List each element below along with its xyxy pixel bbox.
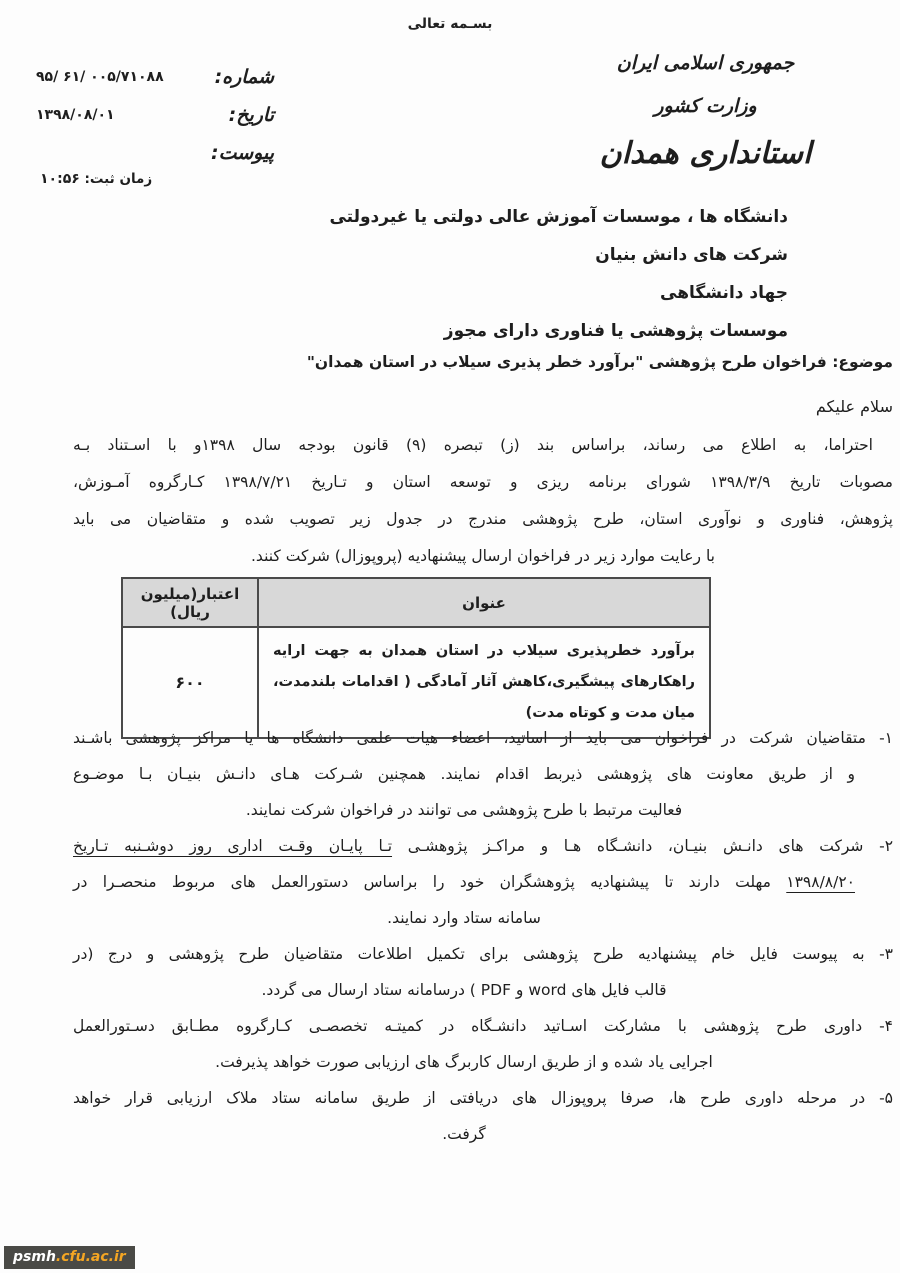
org-letterhead [573, 42, 838, 180]
registration-time-label: زمان ثبت: [84, 171, 153, 187]
underlined-text: تـا پایـان وقـت اداری روز دوشـنبه تـاریخ [73, 837, 393, 855]
list-item [73, 828, 893, 936]
text-segment: متقاضیان شرکت در فراخوان می باید از اساتید، اعضاء هیات علمی دانشگاه ها یا مراکز پژوهشی باشـند [73, 729, 866, 747]
item-line [73, 936, 893, 972]
registration-time [40, 171, 152, 187]
title-column-header: عنوان [258, 578, 710, 627]
recipients [60, 198, 788, 350]
meta-row-attachment [36, 134, 274, 172]
intro-line: پژوهش، فناوری و نوآوری استان، طرح پژوهشی مندرج در جدول زیر تصویب شده و متقاضیان می باید [73, 510, 893, 528]
text-segment: سامانه ستاد وارد نمایند. [387, 909, 541, 927]
list-item [73, 720, 893, 828]
text-segment: گرفت. [442, 1125, 486, 1143]
text-segment: قالب فایل های word و PDF ) درسامانه ستاد ارسال می گردد. [261, 981, 667, 999]
text-segment: مهلت دارند تا پیشنهادیه پژوهشگران خود را براساس دستورالعمل های مربوط منحصـرا در [73, 873, 787, 891]
recipient-line: شرکت های دانش بنیان [595, 245, 788, 265]
text-segment: در مرحله داوری طرح ها، صرفا پروپوزال های دریافتی از طریق سامانه ستاد ملاک ارزیابی قرار خواهد [73, 1089, 866, 1107]
item-line [73, 900, 893, 936]
list-item [73, 1080, 893, 1152]
besmele-header: بسـمه تعالی [407, 16, 493, 32]
number-value: ۹۵/ ۶۱/ ۰۰۵/۷۱۰۸۸ [36, 69, 164, 85]
item-line [73, 792, 893, 828]
item-number: ۱- [865, 729, 893, 747]
watermark-suffix: .cfu.ac.ir [55, 1249, 126, 1265]
text-segment: به پیوست فایل خام پیشنهادیه طرح پژوهشی برای تکمیل اطلاعات متقاضیان طرح پژوهشی و درج (در [73, 945, 865, 963]
recipient-line: جهاد دانشگاهی [660, 283, 788, 303]
salutation: سلام علیکم [815, 397, 893, 416]
recipient-line: موسسات پژوهشی یا فناوری دارای مجوز [443, 321, 788, 341]
text-segment: و از طریق معاونت های پژوهشی ذیربط اقدام نمایند. همچنین شـرکت هـای دانـش بنیـان بـا موضـوع [73, 765, 855, 783]
watermark-prefix: psmh [13, 1249, 56, 1265]
item-line [73, 1008, 893, 1044]
recipient-line: دانشگاه ها ، موسسات آموزش عالی دولتی یا غیردولتی [329, 207, 788, 227]
intro-line: مصوبات تاریخ ۱۳۹۸/۳/۹ شورای برنامه ریزی و توسعه استان و تـاریخ ۱۳۹۸/۷/۲۱ کـارگروه آمـوزش، [73, 473, 893, 491]
org-country: جمهوری اسلامی ایران [616, 52, 795, 74]
text-segment: اجرایی یاد شده و از طریق ارسال کاربرگ های ارزیابی صورت خواهد پذیرفت. [215, 1053, 713, 1071]
intro-paragraph [73, 427, 893, 575]
text-segment: شرکت های دانـش بنیـان، دانشـگاه هـا و مراکـز پژوهشـی [392, 837, 864, 855]
item-number: ۳- [864, 945, 893, 963]
item-line [73, 756, 893, 792]
intro-line: با رعایت موارد زیر در فراخوان ارسال پیشنهادیه (پروپوزال) شرکت کنند. [251, 547, 715, 565]
org-ministry: وزارت کشور [654, 95, 757, 117]
registration-time-value: ۱۰:۵۶ [40, 171, 80, 187]
table-header-row [122, 578, 710, 627]
date-label: تاریخ: [228, 104, 274, 126]
meta-row-date [36, 96, 274, 134]
numbered-items [73, 720, 893, 1152]
org-governorate: استانداری همدان [599, 136, 812, 171]
number-label: شماره: [214, 66, 274, 88]
date-value: ۱۳۹۸/۰۸/۰۱ [36, 107, 115, 123]
item-line [73, 1116, 893, 1152]
subject-line: موضوع: فراخوان طرح پژوهشی "برآورد خطر پذیری سیلاب در استان همدان" [306, 353, 893, 371]
letter-meta [36, 58, 274, 172]
item-number: ۵- [865, 1089, 893, 1107]
item-number: ۴- [862, 1017, 893, 1035]
item-line [73, 1080, 893, 1116]
item-line [73, 1044, 893, 1080]
text-segment: داوری طرح پژوهشی با مشارکت اسـاتید دانشـگاه در کمیتـه تخصصـی کـارگروه مطـابق دسـتورالعمل [73, 1017, 863, 1035]
intro-line: احتراما، به اطلاع می رساند، براساس بند (ز) تبصره (۹) قانون بودجه سال ۱۳۹۸و با اسـتناد بـه [73, 436, 873, 454]
projects-table [123, 577, 711, 739]
project-title-cell: برآورد خطرپذیری سیلاب در استان همدان به جهت ارایه راهکارهای پیشگیری،کاهش آثار آمادگی ( اقدامات بلندمدت، میان مدت و کوتاه مدت) [258, 627, 710, 738]
text-segment: فعالیت مرتبط با طرح پژوهشی می توانند در فراخوان شرکت نمایند. [245, 801, 683, 819]
item-number: ۲- [863, 837, 894, 855]
underlined-text: ۱۳۹۸/۸/۲۰ [786, 873, 855, 891]
attachment-label: پیوست: [210, 142, 274, 164]
meta-row-number [36, 58, 274, 96]
item-line [73, 972, 893, 1008]
watermark-badge [4, 1246, 135, 1269]
item-line [73, 864, 893, 900]
item-line [73, 828, 893, 864]
project-credit-cell: ۶۰۰ [122, 627, 258, 738]
credit-column-header: اعتبار(میلیون ریال) [122, 578, 258, 627]
item-line [73, 720, 893, 756]
list-item [73, 936, 893, 1008]
list-item [73, 1008, 893, 1080]
